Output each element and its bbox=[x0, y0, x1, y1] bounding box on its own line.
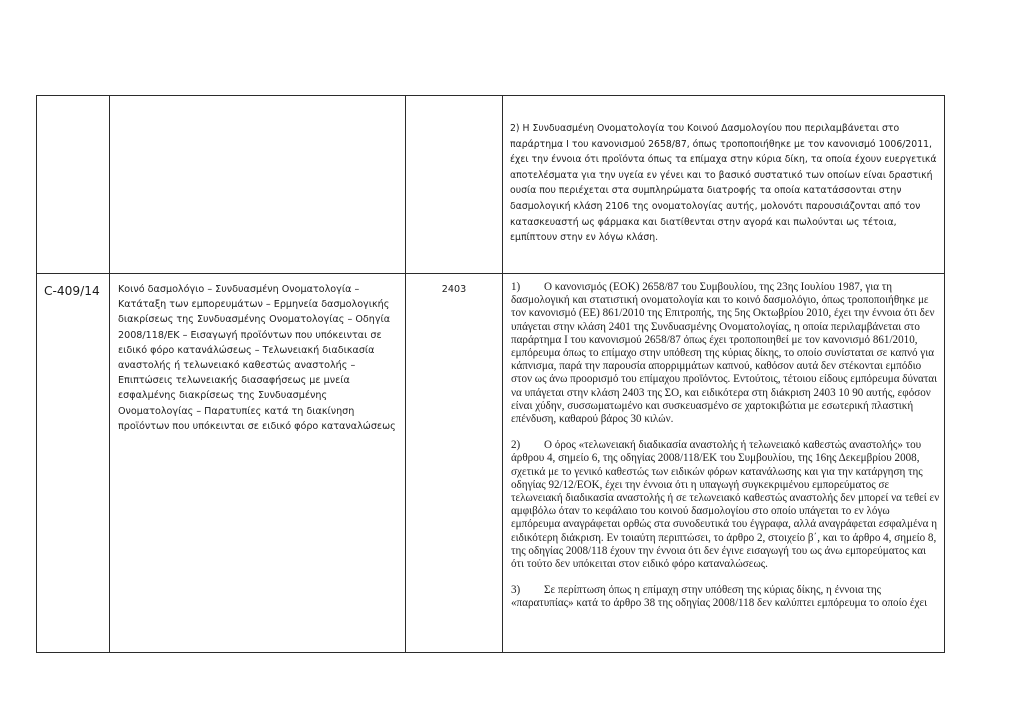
case-number-cell: C-409/14 bbox=[37, 274, 110, 653]
ruling-paragraph bbox=[511, 439, 940, 571]
table-row bbox=[37, 274, 945, 653]
paragraph-number: 2) bbox=[511, 439, 521, 452]
ruling-cell bbox=[503, 96, 945, 274]
paragraph-text: Σε περίπτωση όπως η επίμαχη στην υπόθεση της κύριας δίκης, η έννοια της «παρατυπίας» κατά το άρθρο 38 της οδηγίας 2008/118 δεν καλύπτει εμπόρευμα το οποίο έχει bbox=[511, 584, 928, 610]
subject-cell bbox=[110, 96, 406, 274]
paragraph-text: Ο όρος «τελωνειακή διαδικασία αναστολής ή τελωνειακό καθεστώς αναστολής» του άρθρου 4, σημείο 6, της οδηγίας 2008/118/ΕΚ του Συμβουλίου, της 16ης Δεκεμβρίου 2008, σχετικά με το γενικό καθεστώς των ειδικών φόρων κατανάλωσης και για την κατάργηση της οδηγίας 92/12/ΕΟΚ, έχει την έννοια ότι η υπαγωγή συγκεκριμένου εμπορεύματος σε τελωνειακή διαδικασία αναστολής ή σε τελωνειακό καθεστώς αναστολής δεν μπορεί να τεθεί εν αμφιβόλω όταν το κεφάλαιο του κοινού δασμολογίου στο οποίο υπάγεται το εν λόγω εμπόρευμα αναγράφεται ορθώς στα συνοδευτικά του έγγραφα, αλλά αναγράφεται εσφαλμένα η ειδικότερη διάκριση. Εν τοιαύτη περιπτώσει, το άρθρο 2, στοιχείο β΄, και το άρθρο 4, σημείο 8, της οδηγίας 2008/118 έχουν την έννοια ότι δεν έγινε εισαγωγή του ως άνω εμπορεύματος και ότι τούτο δεν υπόκειται στον ειδικό φόρο καταναλώσεως. bbox=[511, 439, 940, 571]
ruling-cell bbox=[503, 274, 945, 653]
tariff-code-cell: 2403 bbox=[406, 274, 503, 653]
judgments-table bbox=[36, 95, 945, 653]
table-row bbox=[37, 96, 945, 274]
ruling-paragraph bbox=[511, 281, 940, 426]
tariff-code-cell bbox=[406, 96, 503, 274]
paragraph-number: 1) bbox=[511, 281, 521, 293]
paragraph-number: 3) bbox=[511, 584, 521, 597]
subject-cell: Κοινό δασμολόγιο – Συνδυασμένη Ονοματολογία – Κατάταξη των εμπορευμάτων – Ερμηνεία δασμολογικής διακρίσεως της Συνδυασμένης Ονοματολογίας – Οδηγία 2008/118/ΕΚ – Εισαγωγή προϊόντων που υπόκεινται σε ειδικό φόρο κατανάλώσεως – Τελωνειακή διαδικασία αναστολής ή τελωνειακό καθεστώς αναστολής – Επιπτώσεις τελωνειακής διασαφήσεως με μνεία εσφαλμένης διακρίσεως της Συνδυασμένης Ονοματολογίας – Παρατυπίες κατά τη διακίνηση προϊόντων που υπόκεινται σε ειδικό φόρο καταναλώσεως bbox=[110, 274, 406, 653]
case-number-cell bbox=[37, 96, 110, 274]
ruling-paragraph bbox=[511, 584, 940, 610]
ruling-paragraph: 2) Η Συνδυασμένη Ονοματολογία του Κοινού Δασμολογίου που περιλαμβάνεται στο παράρτημα I του κανονισμού 2658/87, όπως τροποποιήθηκε με τον κανονισμό 1006/2011, έχει την έννοια ότι προϊόντα όπως τα επίμαχα στην κύρια δίκη, τα οποία έχουν ευεργετικά αποτελέσματα για την υγεία εν γένει και το βασικό συστατικό των οποίων είναι δραστική ουσία που περιέχεται στα συμπληρώματα διατροφής τα οποία κατατάσσονται στην δασμολογική κλάση 2106 της ονοματολογίας αυτής, μολονότι παρουσιάζονται από τον κατασκευαστή ως φάρμακα και διατίθενται στην αγορά και πωλούνται ως τέτοια, εμπίπτουν στην εν λόγω κλάση. bbox=[510, 123, 937, 244]
paragraph-text: Ο κανονισμός (ΕΟΚ) 2658/87 του Συμβουλίου, της 23ης Ιουλίου 1987, για τη δασμολογική και στατιστική ονοματολογία και το κοινό δασμολόγιο, όπως τροποποιήθηκε με τον κανονισμό (ΕΕ) 861/2010 της Επιτροπής, της 5ης Οκτωβρίου 2010, έχει την έννοια ότι δεν υπάγεται στην κλάση 2401 της Συνδυασμένης Ονοματολογίας, η οποία περιλαμβάνεται στο παράρτημα I του κανονισμού 2658/87 όπως έχει τροποποιηθεί με τον κανονισμό 861/2010, εμπόρευμα όπως το επίμαχο στην υπόθεση της κύριας δίκης, το οποίο συνίσταται σε καπνό για κάπνισμα, παρά την παρουσία απορριμμάτων καπνού, καθόσον αυτά δεν στέκονται εμπόδιο στον ως άνω προορισμό του επίμαχου προϊόντος. Εντούτοις, τέτοιου είδους εμπόρευμα δύναται να υπάγεται στην κλάση 2403 της ΣΟ, και ειδικότερα στη διάκριση 2403 10 90 αυτής, εφόσον είναι χύδην, συσσωματωμένο και συσκευασμένο σε χαρτοκιβώτια με εσωτερική πλαστική επένδυση, καθαρού βάρος 30 κιλών. bbox=[511, 281, 938, 426]
